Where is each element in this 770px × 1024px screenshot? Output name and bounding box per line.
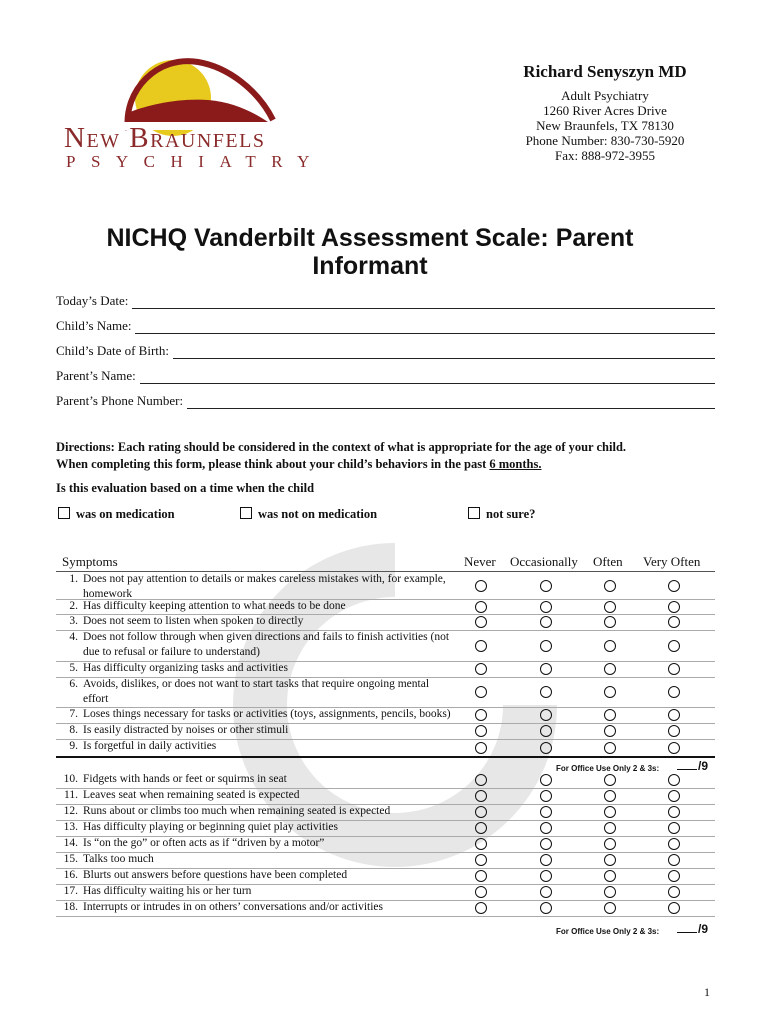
radio-very-often[interactable] xyxy=(668,886,680,898)
doctor-fax: Fax: 888-972-3955 xyxy=(554,148,656,163)
symptom-number: 18. xyxy=(63,901,78,913)
symptom-number: 12. xyxy=(63,805,78,817)
radio-never[interactable] xyxy=(475,725,487,737)
radio-never[interactable] xyxy=(475,902,487,914)
symptom-number: 4. xyxy=(69,631,78,643)
radio-never[interactable] xyxy=(475,640,487,652)
symptom-number: 17. xyxy=(63,885,78,897)
child-name-field[interactable] xyxy=(56,316,715,334)
radio-occasionally[interactable] xyxy=(540,902,552,914)
radio-occasionally[interactable] xyxy=(540,616,552,628)
symptom-number: 1. xyxy=(69,573,78,585)
radio-occasionally[interactable] xyxy=(540,601,552,613)
table-row xyxy=(56,707,715,724)
field-label: Parent’s Phone Number: xyxy=(56,393,184,408)
field-line[interactable] xyxy=(187,396,715,409)
option-not-sure[interactable] xyxy=(468,507,535,522)
table-row xyxy=(56,820,715,837)
form-title: NICHQ Vanderbilt Assessment Scale: Parent Informant xyxy=(106,224,634,280)
radio-often[interactable] xyxy=(604,725,616,737)
option-label: was on medication xyxy=(76,507,175,521)
symptom-number: 9. xyxy=(69,740,78,752)
directions xyxy=(56,439,716,473)
radio-often[interactable] xyxy=(604,742,616,754)
radio-occasionally[interactable] xyxy=(540,663,552,675)
field-label: Child’s Date of Birth: xyxy=(56,343,170,358)
field-label: Parent’s Name: xyxy=(56,368,136,383)
symptom-number: 15. xyxy=(63,853,78,865)
radio-occasionally[interactable] xyxy=(540,838,552,850)
radio-often[interactable] xyxy=(604,854,616,866)
radio-often[interactable] xyxy=(604,774,616,786)
radio-very-often[interactable] xyxy=(668,806,680,818)
radio-very-often[interactable] xyxy=(668,686,680,698)
radio-never[interactable] xyxy=(475,854,487,866)
radio-never[interactable] xyxy=(475,822,487,834)
table-row xyxy=(56,788,715,805)
radio-often[interactable] xyxy=(604,601,616,613)
score-blank[interactable] xyxy=(677,769,697,770)
option-label: was not on medication xyxy=(258,507,378,521)
symptom-number: 8. xyxy=(69,724,78,736)
radio-often[interactable] xyxy=(604,902,616,914)
radio-very-often[interactable] xyxy=(668,870,680,882)
symptom-text: Has difficulty playing or beginning quiet play activities xyxy=(83,821,338,833)
directions-line-2 xyxy=(56,456,716,473)
radio-never[interactable] xyxy=(475,838,487,850)
table-row xyxy=(56,661,715,678)
radio-occasionally[interactable] xyxy=(540,725,552,737)
table-row xyxy=(56,804,715,821)
symptom-text: Talks too much xyxy=(83,853,154,865)
doctor-info xyxy=(500,62,710,163)
table-row xyxy=(56,572,715,600)
symptom-number: 10. xyxy=(63,773,78,785)
header-occasionally: Occasionally xyxy=(510,554,578,569)
symptom-text: Avoids, dislikes, or does not want to start tasks that require ongoing mental effort xyxy=(83,678,430,705)
symptom-text: Does not pay attention to details or makes careless mistakes with, for example, homework xyxy=(83,573,446,600)
checkbox-icon[interactable] xyxy=(240,507,252,519)
radio-never[interactable] xyxy=(475,580,487,592)
field-label: Child’s Name: xyxy=(56,318,132,333)
office-use-label-1: For Office Use Only 2 & 3s: xyxy=(556,764,660,773)
radio-often[interactable] xyxy=(604,806,616,818)
symptom-text: Has difficulty keeping attention to what needs to be done xyxy=(83,600,346,612)
radio-never[interactable] xyxy=(475,806,487,818)
radio-never[interactable] xyxy=(475,616,487,628)
symptom-text: Has difficulty waiting his or her turn xyxy=(83,885,252,897)
directions-line-1: Directions: Each rating should be considered in the context of what is appropriate for the age of your child. xyxy=(56,440,627,454)
radio-occasionally[interactable] xyxy=(540,709,552,721)
symptom-text: Runs about or climbs too much when remaining seated is expected xyxy=(83,805,391,817)
table-row xyxy=(56,884,715,901)
office-score-2[interactable] xyxy=(677,922,708,936)
radio-often[interactable] xyxy=(604,616,616,628)
radio-never[interactable] xyxy=(475,601,487,613)
radio-often[interactable] xyxy=(604,886,616,898)
doctor-name: Richard Senyszyn MD xyxy=(523,62,687,81)
child-dob-field[interactable] xyxy=(56,341,715,359)
table-row xyxy=(56,614,715,631)
radio-often[interactable] xyxy=(604,870,616,882)
symptom-text: Has difficulty organizing tasks and activities xyxy=(83,662,288,674)
field-label: Today’s Date: xyxy=(56,293,129,308)
radio-often[interactable] xyxy=(604,790,616,802)
radio-never[interactable] xyxy=(475,709,487,721)
symptom-text: Does not seem to listen when spoken to directly xyxy=(83,615,304,627)
header-often: Often xyxy=(593,554,623,569)
radio-very-often[interactable] xyxy=(668,725,680,737)
symptom-text: Loses things necessary for tasks or activities (toys, assignments, pencils, books) xyxy=(83,708,451,720)
parent-phone-field[interactable] xyxy=(56,391,715,409)
header-symptoms: Symptoms xyxy=(62,554,118,569)
radio-very-often[interactable] xyxy=(668,601,680,613)
field-line[interactable] xyxy=(135,321,715,334)
radio-often[interactable] xyxy=(604,838,616,850)
radio-often[interactable] xyxy=(604,822,616,834)
radio-occasionally[interactable] xyxy=(540,686,552,698)
radio-often[interactable] xyxy=(604,709,616,721)
symptom-text: Is forgetful in daily activities xyxy=(83,740,217,752)
doctor-specialty: Adult Psychiatry xyxy=(561,88,649,103)
field-line[interactable] xyxy=(173,346,715,359)
table-row xyxy=(56,900,715,917)
radio-occasionally[interactable] xyxy=(540,640,552,652)
option-on-medication[interactable] xyxy=(58,507,175,522)
radio-often[interactable] xyxy=(604,686,616,698)
table-row xyxy=(56,599,715,615)
radio-very-often[interactable] xyxy=(668,790,680,802)
field-line[interactable] xyxy=(140,371,715,384)
todays-date-field[interactable] xyxy=(56,291,715,309)
option-not-on-medication[interactable] xyxy=(240,507,377,522)
radio-very-often[interactable] xyxy=(668,663,680,675)
symptom-number: 6. xyxy=(69,678,78,690)
radio-never[interactable] xyxy=(475,870,487,882)
evaluation-question: Is this evaluation based on a time when the child xyxy=(56,481,315,495)
radio-very-often[interactable] xyxy=(668,902,680,914)
radio-occasionally[interactable] xyxy=(540,790,552,802)
symptom-number: 11. xyxy=(64,789,78,801)
office-score-1[interactable] xyxy=(677,759,708,773)
symptom-number: 2. xyxy=(69,600,78,612)
table-row xyxy=(56,852,715,869)
parent-name-field[interactable] xyxy=(56,366,715,384)
radio-never[interactable] xyxy=(475,886,487,898)
radio-never[interactable] xyxy=(475,663,487,675)
radio-very-often[interactable] xyxy=(668,709,680,721)
radio-never[interactable] xyxy=(475,774,487,786)
radio-occasionally[interactable] xyxy=(540,580,552,592)
checkbox-icon[interactable] xyxy=(468,507,480,519)
radio-never[interactable] xyxy=(475,790,487,802)
header-very-often: Very Often xyxy=(643,554,701,569)
directions-line-2-text: When completing this form, please think about your child’s behaviors in the past xyxy=(56,457,487,471)
doctor-street: 1260 River Acres Drive xyxy=(543,103,667,118)
radio-occasionally[interactable] xyxy=(540,774,552,786)
page-number: 1 xyxy=(704,985,710,999)
table-row xyxy=(56,772,715,789)
table-row xyxy=(56,630,715,662)
doctor-phone: Phone Number: 830-730-5920 xyxy=(525,133,685,148)
checkbox-icon[interactable] xyxy=(58,507,70,519)
symptom-number: 5. xyxy=(69,662,78,674)
symptom-text: Fidgets with hands or feet or squirms in seat xyxy=(83,773,287,785)
radio-very-often[interactable] xyxy=(668,580,680,592)
table-row xyxy=(56,868,715,885)
symptom-text: Is easily distracted by noises or other stimuli xyxy=(83,724,289,736)
table-row xyxy=(56,836,715,853)
symptom-number: 16. xyxy=(63,869,78,881)
logo-name: New Braunfels xyxy=(64,122,266,154)
score-denominator: /9 xyxy=(698,922,709,936)
radio-very-often[interactable] xyxy=(668,742,680,754)
radio-occasionally[interactable] xyxy=(540,886,552,898)
radio-never[interactable] xyxy=(475,742,487,754)
six-months-text: 6 months. xyxy=(489,457,542,471)
symptom-number: 7. xyxy=(69,708,78,720)
symptom-number: 13. xyxy=(63,821,78,833)
symptom-text: Does not follow through when given directions and fails to finish activities (not due to refusal or failure to understand) xyxy=(83,631,450,658)
table-row xyxy=(56,723,715,740)
symptom-text: Leaves seat when remaining seated is expected xyxy=(83,789,300,801)
radio-occasionally[interactable] xyxy=(540,822,552,834)
radio-occasionally[interactable] xyxy=(540,870,552,882)
score-denominator: /9 xyxy=(698,759,709,773)
radio-very-often[interactable] xyxy=(668,838,680,850)
field-line[interactable] xyxy=(132,296,715,309)
score-blank[interactable] xyxy=(677,932,697,933)
symptom-text: Blurts out answers before questions have been completed xyxy=(83,869,348,881)
symptom-number: 3. xyxy=(69,615,78,627)
radio-very-often[interactable] xyxy=(668,822,680,834)
table-row xyxy=(56,677,715,708)
radio-never[interactable] xyxy=(475,686,487,698)
radio-occasionally[interactable] xyxy=(540,742,552,754)
radio-very-often[interactable] xyxy=(668,616,680,628)
radio-occasionally[interactable] xyxy=(540,854,552,866)
radio-often[interactable] xyxy=(604,663,616,675)
symptom-text: Interrupts or intrudes in on others’ conversations and/or activities xyxy=(83,901,383,913)
office-use-label-2: For Office Use Only 2 & 3s: xyxy=(556,927,660,936)
table-row xyxy=(56,739,715,758)
doctor-city: New Braunfels, TX 78130 xyxy=(536,118,674,133)
radio-often[interactable] xyxy=(604,580,616,592)
header-never: Never xyxy=(464,554,496,569)
radio-very-often[interactable] xyxy=(668,854,680,866)
logo-subtitle: PSYCHIATRY xyxy=(66,152,325,171)
symptom-text: Is “on the go” or often acts as if “driven by a motor” xyxy=(83,837,325,849)
option-label: not sure? xyxy=(486,507,536,521)
symptom-number: 14. xyxy=(63,837,78,849)
radio-very-often[interactable] xyxy=(668,774,680,786)
radio-very-often[interactable] xyxy=(668,640,680,652)
radio-often[interactable] xyxy=(604,640,616,652)
radio-occasionally[interactable] xyxy=(540,806,552,818)
